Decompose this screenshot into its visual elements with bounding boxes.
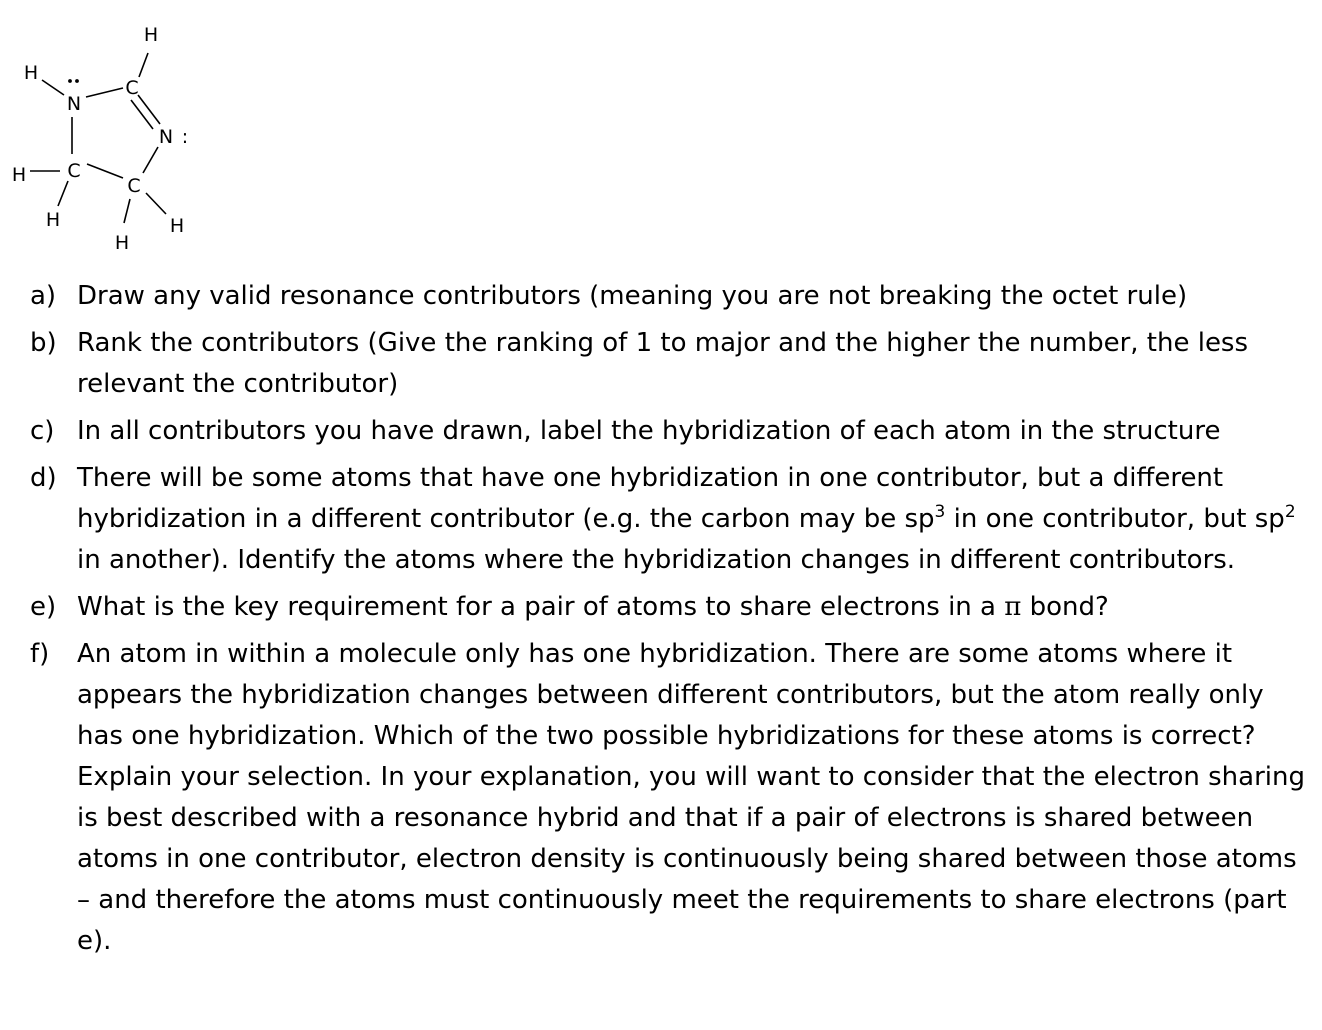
imidazoline-structure [0, 0, 260, 260]
question-text: What is the key requirement for a pair of atoms to share electrons in a π bond? [77, 592, 1109, 622]
question-list [30, 276, 1310, 968]
atom-n1: N [66, 93, 82, 115]
question-text: Draw any valid resonance contributors (meaning you are not breaking the octet rule) [77, 281, 1188, 311]
bond-c5-hbottom [124, 199, 130, 223]
question-label: b) [30, 328, 57, 358]
atom-h-left-bottom: H [45, 209, 61, 231]
atom-c5: C [127, 175, 141, 197]
bond-c5-c4 [87, 164, 123, 178]
question-label: e) [30, 592, 57, 622]
superscript-2: 2 [1284, 502, 1296, 522]
bond-c2-n3-b [131, 100, 153, 129]
atom-h-bottom: H [114, 232, 130, 254]
bond-n1-c2 [86, 88, 123, 97]
question-b [30, 323, 1310, 405]
n1-lone-pair-dot-1 [68, 79, 72, 83]
atom-n3: N [158, 126, 174, 148]
question-text: There will be some atoms that have one hybridization in one contributor, but a different hybridization in a different contributor (e.g. the carbon may be $sp^3$ in one contributor, but $sp^2$ in another). Identify the atoms where the hybridization changes in different contributors. [77, 463, 1296, 575]
pi-symbol: π [1004, 592, 1022, 622]
atom-h-left-top: H [23, 62, 39, 84]
question-label: d) [30, 463, 57, 493]
question-a [30, 276, 1310, 317]
question-text: Rank the contributors (Give the ranking of 1 to major and the higher the number, the less relevant the contributor) [77, 328, 1249, 399]
bond-n1-htopleft [42, 80, 64, 95]
atom-c4: C [67, 160, 81, 182]
bond-n3-c5 [143, 147, 158, 173]
atom-h-right-bottom: H [169, 215, 185, 237]
bond-c5-hrightbottom [146, 193, 166, 214]
bond-c2-htop [139, 53, 148, 77]
question-label: f) [30, 639, 50, 669]
atom-n3-lone-pair: : [181, 126, 189, 148]
bond-c2-n3-a [138, 95, 160, 124]
atom-c2: C [125, 77, 139, 99]
atom-h-left-mid: H [11, 164, 27, 186]
question-label: c) [30, 416, 55, 446]
bond-c4-hleftbottom [58, 181, 68, 206]
question-label: a) [30, 281, 57, 311]
question-text: In all contributors you have drawn, label the hybridization of each atom in the structure [77, 416, 1221, 446]
question-e [30, 587, 1310, 628]
question-f [30, 634, 1310, 962]
question-text: An atom in within a molecule only has one hybridization. There are some atoms where it appears the hybridization changes between different contributors, but the atom really only has one hybridization. Which of the two possible hybridizations for these atoms is correct? Explain your selection. In your explanation, you will want to consider that the electron sharing is best described with a resonance hybrid and that if a pair of electrons is shared between atoms in one contributor, electron density is continuously being shared between those atoms – and therefore the atoms must continuously meet the requirements to share electrons (part e). [77, 639, 1305, 956]
question-d [30, 458, 1310, 581]
n1-lone-pair-dot-2 [75, 79, 79, 83]
atom-h-top: H [143, 24, 159, 46]
superscript-3: 3 [934, 502, 946, 522]
question-c [30, 411, 1310, 452]
